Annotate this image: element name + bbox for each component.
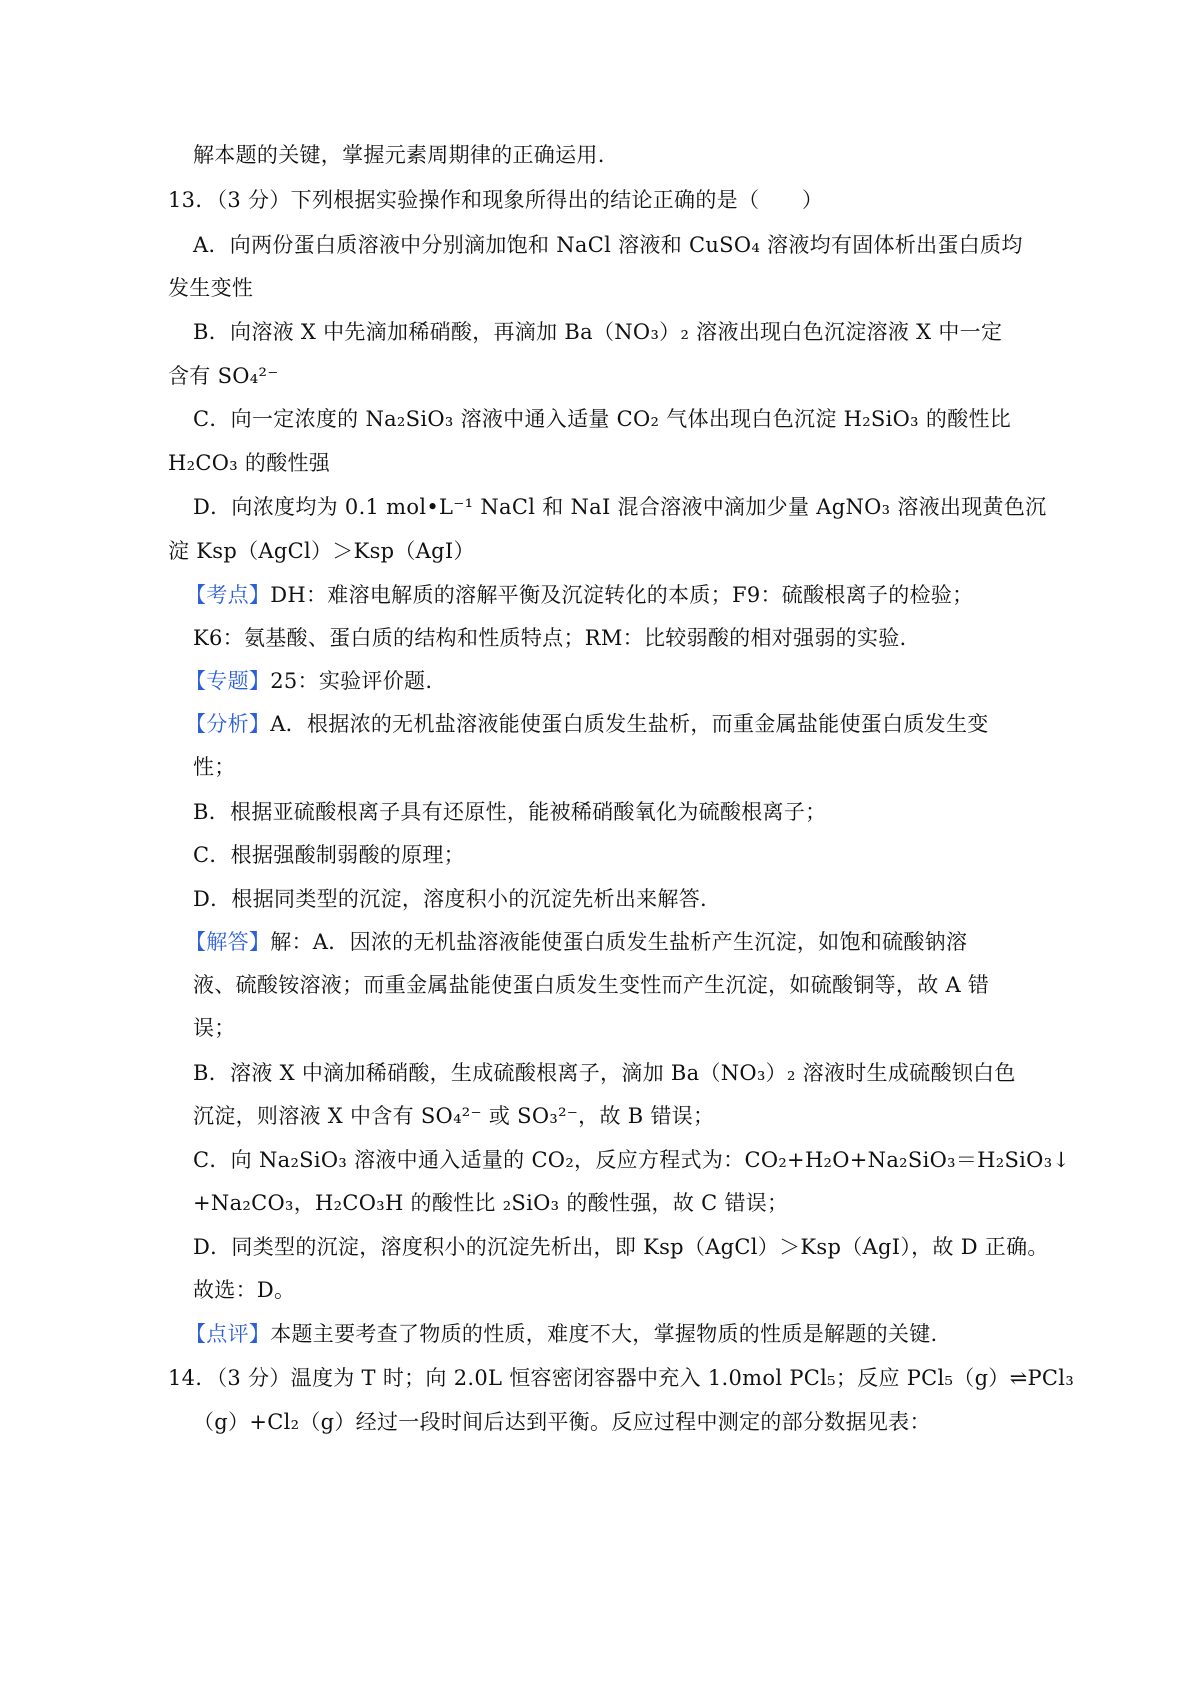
text-line: 解本题的关键，掌握元素周期律的正确运用. [193,143,605,167]
option-a-line-1: A．向两份蛋白质溶液中分别滴加饱和 NaCl 溶液和 CuSO₄ 溶液均有固体析出蛋白质均 [193,233,1023,257]
question-14-stem-2: （g）+Cl₂（g）经过一段时间后达到平衡。反应过程中测定的部分数据见表： [193,1410,931,1434]
jieda-b-1: B．溶液 X 中滴加稀硝酸，生成硫酸根离子，滴加 Ba（NO₃）₂ 溶液时生成硫酸钡白色 [193,1061,1016,1085]
dianping-text: 本题主要考查了物质的性质，难度不大，掌握物质的性质是解题的关键. [270,1322,938,1346]
jieda-line-3: 误； [193,1016,236,1040]
fenxi-d: D．根据同类型的沉淀，溶度积小的沉淀先析出来解答. [193,887,708,911]
fenxi-c: C．根据强酸制弱酸的原理； [193,843,465,867]
jieda-c-2: +Na₂CO₃，H₂CO₃H 的酸性比 ₂SiO₃ 的酸性强，故 C 错误； [193,1191,789,1215]
dianping-line [185,1319,937,1349]
fenxi-line-2: 性； [193,755,236,779]
fenxi-line [185,709,989,739]
option-d-line-2: 淀 Ksp（AgCl）＞Ksp（AgI） [168,539,475,563]
option-d-line-1: D．向浓度均为 0.1 mol•L⁻¹ NaCl 和 NaI 混合溶液中滴加少量 AgNO₃ 溶液出现黄色沉 [193,495,1047,519]
fenxi-b: B．根据亚硫酸根离子具有还原性，能被稀硝酸氧化为硫酸根离子； [193,800,827,824]
jieda-line-2: 液、硫酸铵溶液；而重金属盐能使蛋白质发生变性而产生沉淀，如硫酸铜等，故 A 错 [193,973,990,997]
option-a-line-2: 发生变性 [168,276,254,300]
jieda-c-1: C．向 Na₂SiO₃ 溶液中通入适量的 CO₂，反应方程式为：CO₂+H₂O+Na₂SiO₃＝H₂SiO₃↓ [193,1148,1071,1172]
jieda-line [185,927,967,957]
dianping-tag: 【点评】 [185,1322,271,1346]
fenxi-text: A．根据浓的无机盐溶液能使蛋白质发生盐析，而重金属盐能使蛋白质发生变 [270,712,989,736]
jieda-d: D．同类型的沉淀，溶度积小的沉淀先析出，即 Ksp（AgCl）＞Ksp（AgI），故 D 正确。 [193,1235,1049,1259]
zhuanti-text: 25：实验评价题. [270,669,433,693]
option-b-line-1: B．向溶液 X 中先滴加稀硝酸，再滴加 Ba（NO₃）₂ 溶液出现白色沉淀溶液 X 中一定 [193,320,1003,344]
jieda-text: 解：A．因浓的无机盐溶液能使蛋白质发生盐析产生沉淀，如饱和硫酸钠溶 [270,930,968,954]
jieda-b-2: 沉淀，则溶液 X 中含有 SO₄²⁻ 或 SO₃²⁻，故 B 错误； [193,1104,715,1128]
fenxi-tag: 【分析】 [185,712,271,736]
zhuanti-tag: 【专题】 [185,669,271,693]
kaodian-line-2: K6：氨基酸、蛋白质的结构和性质特点；RM：比较弱酸的相对强弱的实验. [193,626,907,650]
option-b-line-2: 含有 SO₄²⁻ [168,364,279,388]
kaodian-line [185,580,973,610]
zhuanti-line [185,666,432,696]
kaodian-text: DH：难溶电解质的溶解平衡及沉淀转化的本质；F9：硫酸根离子的检验； [270,583,974,607]
kaodian-tag: 【考点】 [185,583,271,607]
answer-choice: 故选：D。 [193,1278,296,1302]
option-c-line-2: H₂CO₃ 的酸性强 [168,451,331,475]
question-13-stem: 13．（3 分）下列根据实验操作和现象所得出的结论正确的是（ ） [168,188,824,212]
question-14-stem-1: 14．（3 分）温度为 T 时；向 2.0L 恒容密闭容器中充入 1.0mol PCl₅；反应 PCl₅（g）⇌PCl₃ [168,1366,1075,1390]
jieda-tag: 【解答】 [185,930,271,954]
option-c-line-1: C．向一定浓度的 Na₂SiO₃ 溶液中通入适量 CO₂ 气体出现白色沉淀 H₂SiO₃ 的酸性比 [193,407,1012,431]
